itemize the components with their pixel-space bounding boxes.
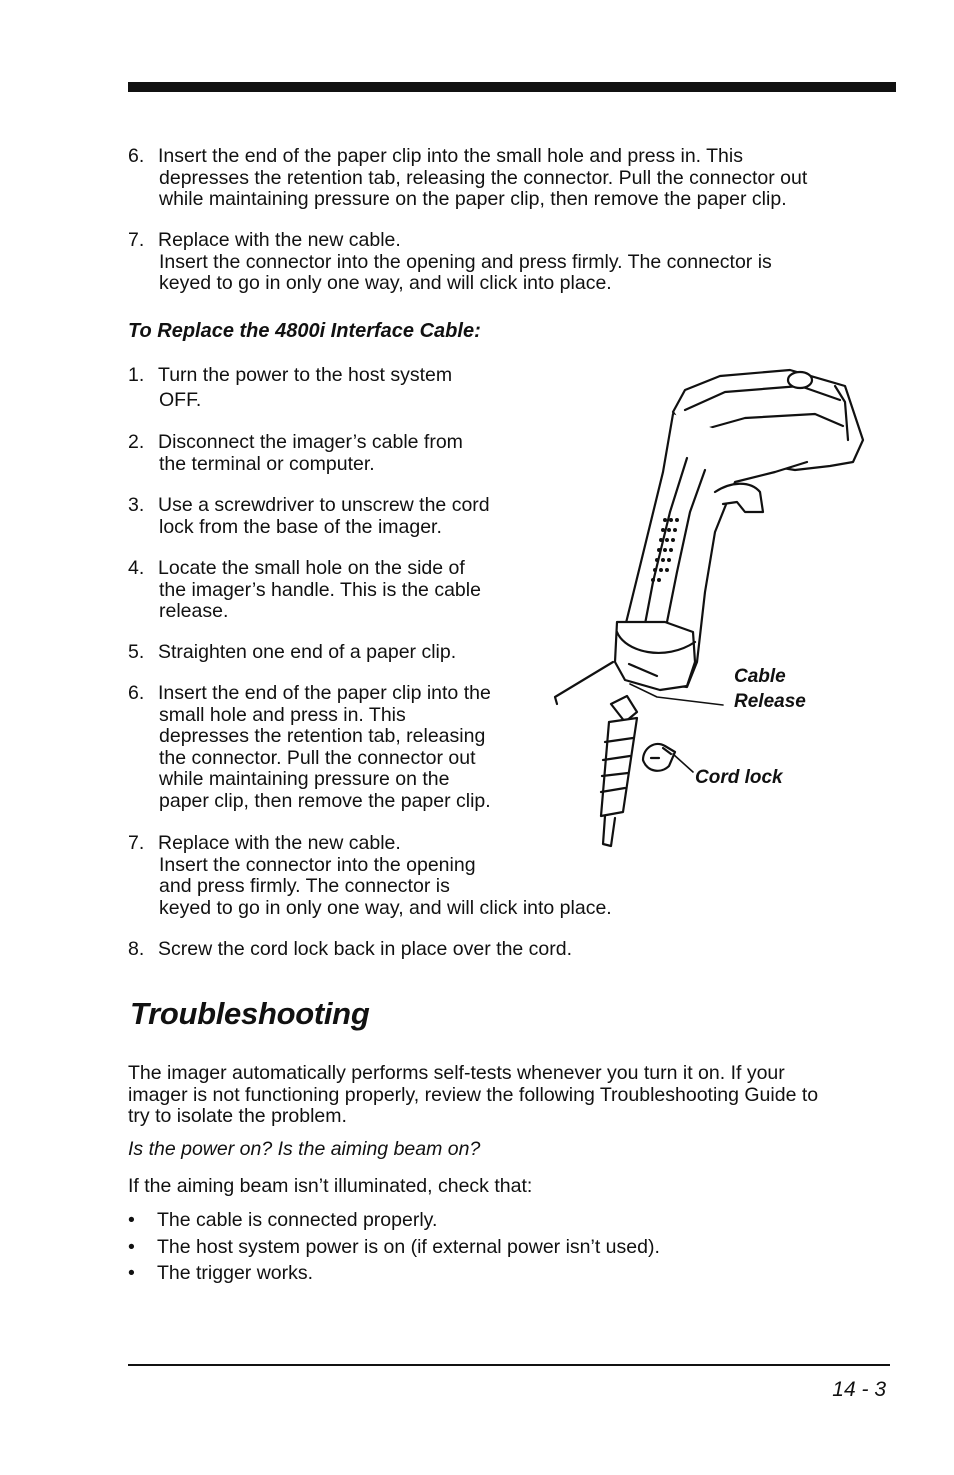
header-rule — [128, 82, 896, 92]
step-text-line: Locate the small hole on the side of — [158, 557, 465, 579]
imager-base — [615, 622, 695, 690]
step-text-line: Insert the end of the paper clip into the — [158, 682, 491, 704]
step-8 — [128, 939, 572, 961]
question-text: Is the power on? Is the aiming beam on? — [128, 1138, 481, 1160]
step-text-line: Turn the power to the host system — [158, 364, 453, 386]
troubleshooting-heading: Troubleshooting — [130, 996, 370, 1031]
paper-clip — [555, 662, 613, 704]
step-text-line: paper clip, then remove the paper clip. — [159, 789, 491, 812]
step-number: 3. — [128, 494, 145, 516]
step-number: 4. — [128, 557, 145, 579]
step-text-line: release. — [159, 600, 229, 623]
step-1 — [128, 363, 452, 413]
cable — [601, 718, 637, 816]
step-text-line: Replace with the new cable. — [158, 832, 401, 854]
step-3 — [128, 495, 490, 538]
step-text-line: lock from the base of the imager. — [159, 515, 442, 538]
step-6 — [128, 683, 491, 813]
step-text-line: the connector. Pull the connector out — [159, 746, 476, 769]
callout-line: Release — [734, 691, 806, 712]
step-number: 5. — [128, 641, 145, 663]
list-item: • The cable is connected properly. — [128, 1207, 660, 1234]
step-text-line: OFF. — [159, 389, 202, 411]
check-list — [128, 1207, 660, 1287]
step-number: 2. — [128, 431, 145, 453]
top-step-6 — [128, 146, 807, 211]
step-number: 6. — [128, 682, 145, 704]
step-text-line: depresses the retention tab, releasing the connector. Pull the connector out — [159, 166, 808, 189]
step-text-line: Screw the cord lock back in place over the cord. — [158, 938, 573, 960]
step-text-line: Use a screwdriver to unscrew the cord — [158, 494, 490, 516]
step-text-line: depresses the retention tab, releasing — [159, 725, 486, 748]
section-heading: To Replace the 4800i Interface Cable: — [128, 320, 481, 342]
step-text-line: while maintaining pressure on the — [159, 768, 450, 791]
check-intro: If the aiming beam isn’t illuminated, check that: — [128, 1175, 533, 1197]
step-number: 8. — [128, 938, 145, 960]
step-text-line: the terminal or computer. — [159, 452, 375, 475]
step-text-line: Replace with the new cable. — [158, 229, 401, 251]
step-text-line: keyed to go in only one way, and will click into place. — [159, 896, 612, 919]
step-text-line: and press firmly. The connector is — [159, 875, 450, 898]
callout-cord-lock: Cord lock — [695, 767, 783, 788]
step-7 — [128, 833, 612, 919]
step-text-line: the imager’s handle. This is the cable — [159, 578, 481, 601]
list-item: • The trigger works. — [128, 1260, 660, 1287]
step-text-line: Insert the connector into the opening — [159, 853, 476, 876]
step-text-line: Insert the end of the paper clip into the small hole and press in. This — [158, 145, 743, 167]
step-number: 7. — [128, 229, 145, 251]
intro-line: The imager automatically performs self-tests whenever you turn it on. If your — [128, 1062, 785, 1084]
step-text-line: Disconnect the imager’s cable from — [158, 431, 463, 453]
list-item: • The host system power is on (if external power isn’t used). — [128, 1234, 660, 1261]
callout-line: Cable — [734, 666, 786, 687]
intro-line: imager is not functioning properly, review the following Troubleshooting Guide to — [128, 1083, 819, 1106]
step-text-line: small hole and press in. This — [159, 703, 406, 726]
footer-rule — [128, 1364, 890, 1366]
step-text-line: Insert the connector into the opening and press firmly. The connector is — [159, 250, 772, 273]
step-number: 7. — [128, 832, 145, 854]
callout-cable-release — [734, 664, 806, 714]
step-2 — [128, 432, 463, 475]
step-text-line: Straighten one end of a paper clip. — [158, 641, 457, 663]
step-text-line: while maintaining pressure on the paper clip, then remove the paper clip. — [159, 188, 787, 211]
troubleshooting-intro — [128, 1063, 818, 1128]
step-4 — [128, 558, 481, 623]
step-number: 6. — [128, 145, 145, 167]
step-text-line: keyed to go in only one way, and will click into place. — [159, 272, 612, 295]
top-step-7 — [128, 230, 772, 295]
page-number: 14 - 3 — [832, 1378, 886, 1401]
step-5 — [128, 642, 456, 664]
step-number: 1. — [128, 364, 145, 386]
intro-line: try to isolate the problem. — [128, 1105, 347, 1128]
